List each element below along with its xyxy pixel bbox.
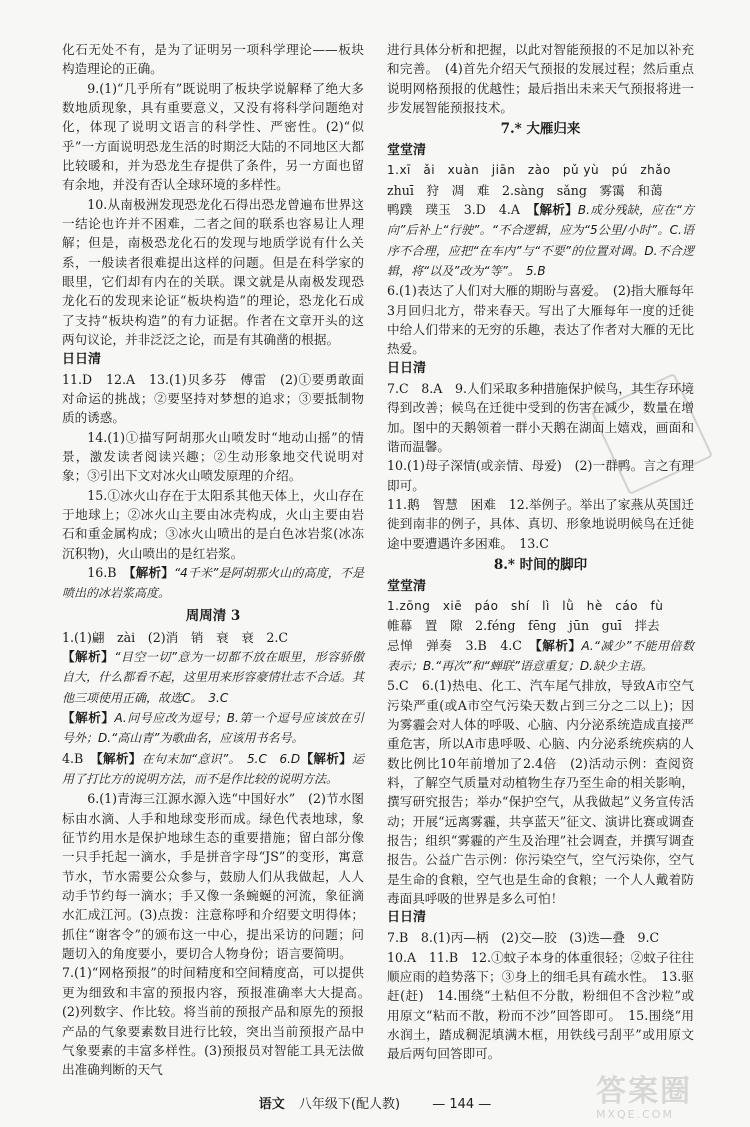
- answer-paragraph: [62, 708, 364, 749]
- analysis-text: “4千米”是阿胡那火山的高度，不是喷出的冰岩浆高度。: [62, 565, 364, 601]
- answer-number: 16.B: [87, 564, 130, 580]
- analysis-text: A.“减少”不能用倍数表示；B.“再次”和“蝉联”语意重复；D.缺少主语。: [387, 638, 694, 673]
- footer-grade: 八年级下(配人教): [298, 1097, 401, 1112]
- analysis-text: 在句末加“意识”。 5.C 6.D: [141, 751, 301, 766]
- section-heading-riri: 日日清: [62, 351, 102, 367]
- right-column: [387, 40, 694, 1064]
- answer-paragraph: 帷幕 置 隙 2.féng fēng jūn guī 拌去: [387, 618, 660, 634]
- answer-paragraph: 6.(1)青海三江源水源入选“中国好水” (2)节水图标由水滴、人手和地球变形而成。绿色代表地球，象征节约用水是保护地球生态的重要措施；留白部分像一只手托起一滴水，手是拼音字母“JS”的变形，寓意节水，节水需要公众参与，鼓励人们从我做起，人人动手节约每一滴水；手又像一条蜿蜒的河流，象征滴水汇成江河。(3)点拨：注意称呼和介绍要文明得体；抓住“谢客令”的颁布这一中心，提出采访的问题；问题切入的角度要小，要切合人物身份；语言要简明。: [62, 791, 364, 962]
- answer-number: 忌惮 弹奏 3.B 4.C: [387, 637, 536, 653]
- section-heading-tangtang: 堂堂清: [387, 578, 427, 594]
- page-number: — 144 —: [432, 1097, 492, 1112]
- answer-number: 鸭蹼 璞玉 3.D 4.A: [387, 202, 534, 218]
- answer-paragraph: 1.(1)翩 zài (2)消 销 衰 衰 2.C: [62, 629, 289, 645]
- answer-paragraph: 15.①冰火山存在于太阳系其他天体上，火山存在于地球上；②冰火山主要由冰壳构成，火山主要由岩石和重金属构成；③冰火山喷出的是白色冰岩浆(冰冻沉积物)，火山喷出的是红岩浆。: [62, 487, 364, 561]
- section-heading-tangtang: 堂堂清: [387, 143, 427, 159]
- answer-paragraph: 10.A 11.B 12.①蚊子本身的体重很轻；②蚊子往往顺应雨的趋势落下；③身上的细毛具有疏水性。 13.驱赶(赶) 14.围绕“土粘但不分散，粉细但不含沙粒”或用原文“粘而不散，粉而不沙”回答即可。 15.围绕“用水润土，踏成稠泥填满木框，用铁线弓刮平”或用原文最后两句回答即可。: [387, 949, 694, 1062]
- answer-paragraph: [62, 749, 364, 790]
- answer-paragraph: [62, 563, 364, 604]
- answer-paragraph: 9.(1)“几乎所有”既说明了板块学说解释了绝大多数地质现象，具有重要意义，又没有将科学问题绝对化，体现了说明文语言的科学性、严密性。(2)“似乎”一方面说明恐龙生活的时期泛大陆的不同地区大都比较暖和，并为恐龙生存提供了条件，另一方面也留有余地，并没有否认全球环境的多样性。: [62, 80, 364, 193]
- analysis-tag: 【解析】: [62, 710, 115, 725]
- analysis-text: B.成分残缺，应在“方向”后补上“行驶”。“不合逻辑，应为“5公里/小时”。C.语序不合理，应把“在车内”与“不要”的位置对调。D.不合逻辑，将“以及”改为“等”。 5.B: [387, 203, 694, 279]
- answer-number: 4.B: [62, 750, 97, 766]
- unit-title-jiaoyin: 8.* 时间的脚印: [493, 556, 588, 573]
- watermark-url: MXQE.COM: [596, 1108, 674, 1121]
- answer-paragraph: 7.(1)“网格预报”的时间精度和空间精度高，可以提供更为细致和丰富的预报内容，预报准确率大大提高。 (2)列数字、作比较。将当前的预报产品和原先的预报产品的气象要素数目进行比较，突出当前预报产品中气象要素的丰富多样性。(3)预报员对智能工具无法做出准确判断的天气: [62, 965, 377, 1078]
- section-heading-zhouzhou: 周周清 3: [185, 607, 241, 624]
- footer-subject: 语文: [258, 1097, 285, 1112]
- answer-paragraph: 10.从南极洲发现恐龙化石得出恐龙曾遍布世界这一结论也许并不困难，二者之间的联系也容易让人理解；但是，南极恐龙化石的发现与地质学说有什么关系，一般读者很难提出这样的问题。但是在科学家的眼里，它们却有内在的关联。课文就是从南极发现恐龙化石的发现来论证“板块构造”的理论，恐龙化石成了支持“板块构造”的有力证据。作者在文章开头的这两句议论，并非泛泛之论，而是有其确凿的根据。: [62, 196, 364, 348]
- analysis-tag: 【解析】: [300, 750, 352, 766]
- analysis-tag: 【解析】: [129, 564, 174, 580]
- pinyin-line: 1.xī ǎi xuàn jiān zào pǔ yù pú zhǎo: [387, 163, 671, 178]
- answer-paragraph: [387, 200, 694, 281]
- answer-paragraph: 5.C 6.(1)热电、化工、汽车尾气排放，导致A市空气污染严重(或A市空气污染天数占到三分之二以上)；因为雾霾会对人体的呼吸、心脑、内分泌系统造成直接严重危害，所以A市患呼吸、心脑、内分泌系统疾病的人数比例比10年前增加了2.4倍 (2)活动示例：查阅资料，了解空气质量对动植物生存乃至生命的相关影响，撰写研究报告；举办“保护空气，从我做起”义务宣传活动；开展“远离雾霾，共享蓝天”征文、演讲比赛或调查报告；组织“雾霾的产生及治理”社会调查，并撰写调查报告。公益广告示例：你污染空气，空气污染你，空气是生命的食粮，空气也是生命的食粮；一个人人戴着防毒面具呼吸的世界是多么可怕！: [387, 678, 694, 907]
- answer-paragraph: 7.B 8.(1)丙—柄 (2)交—胶 (3)迭—叠 9.C: [387, 930, 660, 946]
- answer-paragraph: zhuī 狩 凋 难 2.sàng sǎng 雾霭 和蔼: [387, 182, 663, 198]
- answer-paragraph: [62, 647, 364, 708]
- section-heading-riri: 日日清: [387, 910, 427, 926]
- answer-paragraph: 14.(1)①描写阿胡那火山喷发时“地动山摇”的情景，激发读者阅读兴趣；②生动形象地交代说明对象；③引出下文对冰火山喷发原理的介绍。: [62, 429, 364, 484]
- answer-paragraph: 10.(1)母子深情(或亲情、母爱) (2)一群鸭。言之有理即可。: [387, 458, 694, 493]
- answer-paragraph: 6.(1)表达了人们对大雁的期盼与喜爱。 (2)指大雁每年3月回归北方，带来春天。写出了大雁每年一度的迁徙中给人们带来的无穷的乐趣，表达了作者对大雁的无比热爱。: [387, 283, 694, 357]
- watermark-logo: [596, 1076, 726, 1120]
- answer-paragraph: 11.鹅 智慧 困难 12.举例子。举出了家燕从英国迁徙到南非的例子，具体、真切、形象地说明候鸟在迁徙途中要遭遇许多困难。 13.C: [387, 496, 694, 551]
- answer-paragraph: 进行具体分析和把握，以此对智能预报的不足加以补充和完善。 (4)首先介绍天气预报的发展过程；然后重点说明网格预报的优越性；最后指出未来天气预报将进一步发展智能预报技术。: [387, 42, 694, 116]
- analysis-tag: 【解析】: [533, 202, 578, 218]
- answer-paragraph: 化石无处不有，是为了证明另一项科学理论——板块构造理论的正确。: [62, 42, 364, 77]
- unit-title-dayan: 7.* 大雁归来: [500, 121, 581, 138]
- analysis-tag: 【解析】: [96, 750, 142, 766]
- answer-paragraph: 7.C 8.A 9.人们采取多种措施保护候鸟，其生存环境得到改善；候鸟在迁徙中受到的伤害在减少，数量在增加。图中的天鹅领着一群小天鹅在湖面上嬉戏，画面和谐而温馨。: [387, 380, 694, 454]
- watermark-text: 答案圈: [596, 1074, 692, 1109]
- analysis-text: A.问号应改为逗号；B.第一个逗号应该放在引号外；D.“高山青”为歌曲名，应该用书名号。: [62, 711, 365, 746]
- answer-paragraph: [387, 636, 694, 677]
- section-heading-riri: 日日清: [387, 360, 427, 376]
- analysis-tag: 【解析】: [535, 637, 582, 653]
- left-column: [62, 40, 377, 1080]
- pinyin-line: 1.zōng xiē páo shí lì lǜ hè cáo fù: [387, 598, 664, 613]
- answer-paragraph: 11.D 12.A 13.(1)贝多芬 傅雷 (2)①要勇敢面对命运的挑战；②要坚持对梦想的追求；③要抵制物质的诱惑。: [62, 371, 364, 426]
- analysis-tag: 【解析】: [62, 648, 115, 664]
- analysis-text: 运用了打比方的说明方法，而不是作比较的说明方法。: [62, 751, 365, 787]
- analysis-text: “目空一切”意为一切都不放在眼里，形容骄傲自大，什么都看不起，这里用来形容豪情壮志不合适。其他三项使用正确，故选C。 3.C: [62, 649, 365, 705]
